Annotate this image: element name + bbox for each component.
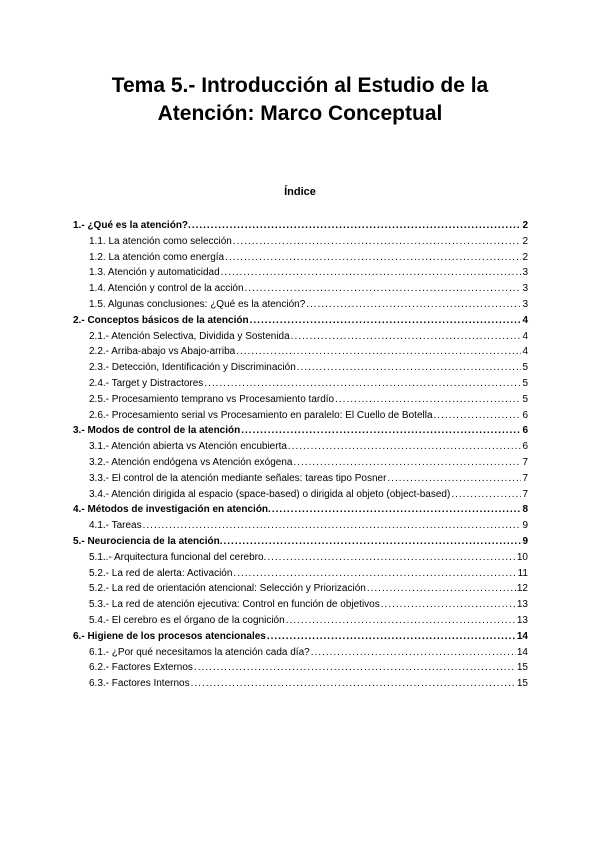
- toc-entry-label: 2.4.- Target y Distractores: [89, 377, 204, 389]
- toc-leader-dots: [233, 566, 516, 582]
- toc-leader-dots: [233, 234, 522, 250]
- toc-leader-dots: [267, 550, 516, 566]
- toc-entry-label: 6.2.- Factores Externos: [89, 662, 193, 674]
- toc-entry-label: 1.3. Atención y automaticidad: [89, 267, 220, 279]
- toc-entry-label: 3.4.- Atención dirigida al espacio (space-based) o dirigida al objeto (object-based): [89, 488, 451, 500]
- toc-leader-dots: [204, 376, 521, 392]
- toc-entry-page: 5: [522, 393, 528, 405]
- toc-entry-page: 4: [522, 314, 528, 326]
- toc-entry-label: 2.2.- Arriba-abajo vs Abajo-arriba: [89, 346, 236, 358]
- toc-section-entry[interactable]: [73, 502, 528, 518]
- document-title: [0, 72, 600, 128]
- toc-subsection-entry[interactable]: [73, 265, 528, 281]
- toc-section-entry[interactable]: [73, 218, 528, 234]
- toc-leader-dots: [192, 218, 522, 234]
- toc-entry-label: 5.3.- La red de atención ejecutiva: Control en función de objetivos: [89, 599, 380, 611]
- toc-entry-page: 6: [522, 441, 528, 453]
- toc-entry-label: 5.4.- El cerebro es el órgano de la cognición: [89, 614, 285, 626]
- toc-leader-dots: [225, 250, 521, 266]
- toc-subsection-entry[interactable]: [73, 676, 528, 692]
- toc-entry-page: 7: [522, 488, 528, 500]
- toc-subsection-entry[interactable]: [73, 518, 528, 534]
- toc-subsection-entry[interactable]: [73, 234, 528, 250]
- toc-entry-label: 2.5.- Procesamiento temprano vs Procesamiento tardío: [89, 393, 335, 405]
- title-line-1: Tema 5.- Introducción al Estudio de la: [111, 74, 489, 97]
- toc-leader-dots: [367, 581, 516, 597]
- toc-subsection-entry[interactable]: [73, 408, 528, 424]
- toc-entry-page: 5: [522, 362, 528, 374]
- toc-subsection-entry[interactable]: [73, 597, 528, 613]
- toc-entry-page: 9: [522, 535, 528, 547]
- toc-entry-page: 5: [522, 377, 528, 389]
- toc-entry-page: 14: [516, 646, 528, 658]
- toc-leader-dots: [288, 439, 522, 455]
- toc-subsection-entry[interactable]: [73, 281, 528, 297]
- toc-subsection-entry[interactable]: [73, 376, 528, 392]
- toc-entry-page: 15: [516, 662, 528, 674]
- toc-entry-label: 5.1..- Arquitectura funcional del cerebro.: [89, 551, 267, 563]
- toc-entry-page: 7: [522, 472, 528, 484]
- toc-subsection-entry[interactable]: [73, 455, 528, 471]
- toc-entry-label: 2.- Conceptos básicos de la atención: [73, 314, 249, 326]
- toc-entry-page: 2: [522, 220, 528, 231]
- toc-leader-dots: [434, 408, 522, 424]
- toc-subsection-entry[interactable]: [73, 392, 528, 408]
- toc-entry-label: 2.6.- Procesamiento serial vs Procesamiento en paralelo: El Cuello de Botella: [89, 409, 433, 421]
- toc-leader-dots: [286, 613, 516, 629]
- toc-leader-dots: [241, 423, 521, 439]
- toc-subsection-entry[interactable]: [73, 297, 528, 313]
- toc-entry-label: 1.- ¿Qué es la atención?.: [73, 220, 191, 231]
- toc-subsection-entry[interactable]: [73, 471, 528, 487]
- toc-entry-page: 2: [522, 251, 528, 263]
- toc-entry-page: 13: [516, 599, 528, 611]
- toc-subsection-entry[interactable]: [73, 344, 528, 360]
- toc-entry-label: 6.1.- ¿Por qué necesitamos la atención cada día?: [89, 646, 310, 658]
- toc-subsection-entry[interactable]: [73, 487, 528, 503]
- toc-section-entry[interactable]: [73, 534, 528, 550]
- toc-entry-page: 14: [516, 630, 528, 642]
- toc-entry-page: 11: [517, 567, 528, 579]
- toc-leader-dots: [451, 487, 521, 503]
- toc-entry-page: 13: [516, 614, 528, 626]
- toc-entry-label: 3.3.- El control de la atención mediante señales: tareas tipo Posner: [89, 472, 387, 484]
- toc-entry-label: 5.2.- La red de orientación atencional: Selección y Priorización: [89, 583, 366, 595]
- toc-leader-dots: [236, 344, 521, 360]
- toc-entry-page: 6: [522, 409, 528, 421]
- toc-section-entry[interactable]: [73, 313, 528, 329]
- title-line-2: Atención: Marco Conceptual: [157, 102, 443, 125]
- toc-subsection-entry[interactable]: [73, 250, 528, 266]
- toc-leader-dots: [291, 329, 522, 345]
- table-of-contents: [73, 218, 528, 692]
- toc-leader-dots: [387, 471, 521, 487]
- toc-leader-dots: [381, 597, 516, 613]
- toc-subsection-entry[interactable]: [73, 660, 528, 676]
- toc-section-entry[interactable]: [73, 629, 528, 645]
- toc-entry-label: 5.- Neurociencia de la atención.: [73, 535, 223, 547]
- toc-leader-dots: [224, 534, 522, 550]
- index-heading: Índice: [284, 186, 316, 198]
- toc-leader-dots: [191, 676, 516, 692]
- toc-entry-label: 2.1.- Atención Selectiva, Dividida y Sostenida: [89, 330, 290, 342]
- toc-subsection-entry[interactable]: [73, 566, 528, 582]
- toc-leader-dots: [311, 645, 516, 661]
- toc-entry-label: 1.4. Atención y control de la acción: [89, 283, 244, 295]
- toc-entry-page: 3: [522, 283, 528, 295]
- toc-entry-page: 8: [522, 504, 528, 516]
- toc-section-entry[interactable]: [73, 423, 528, 439]
- toc-entry-label: 4.1.- Tareas: [89, 520, 142, 532]
- toc-leader-dots: [294, 455, 522, 471]
- toc-entry-label: 3.2.- Atención endógena vs Atención exógena: [89, 456, 293, 468]
- toc-entry-label: 5.2.- La red de alerta: Activación: [89, 567, 233, 579]
- toc-entry-page: 15: [516, 678, 528, 690]
- toc-subsection-entry[interactable]: [73, 360, 528, 376]
- toc-leader-dots: [297, 360, 522, 376]
- toc-entry-page: 6: [522, 425, 528, 437]
- toc-entry-label: 6.- Higiene de los procesos atencionales: [73, 630, 266, 642]
- toc-leader-dots: [335, 392, 521, 408]
- toc-entry-page: 4: [522, 330, 528, 342]
- toc-entry-page: 9: [522, 520, 528, 532]
- toc-subsection-entry[interactable]: [73, 550, 528, 566]
- toc-leader-dots: [250, 313, 522, 329]
- toc-subsection-entry[interactable]: [73, 645, 528, 661]
- toc-entry-page: 10: [516, 551, 528, 563]
- toc-entry-label: 6.3.- Factores Internos: [89, 678, 190, 690]
- toc-leader-dots: [194, 660, 516, 676]
- toc-leader-dots: [143, 518, 522, 534]
- toc-entry-page: 12: [516, 583, 528, 595]
- toc-entry-page: 3: [522, 298, 528, 310]
- toc-leader-dots: [221, 265, 522, 281]
- toc-leader-dots: [306, 297, 521, 313]
- toc-leader-dots: [245, 281, 522, 297]
- toc-entry-page: 4: [522, 346, 528, 358]
- toc-entry-page: 7: [522, 456, 528, 468]
- toc-subsection-entry[interactable]: [73, 581, 528, 597]
- toc-leader-dots: [272, 502, 522, 518]
- toc-entry-label: 3.1.- Atención abierta vs Atención encubierta: [89, 441, 287, 453]
- toc-subsection-entry[interactable]: [73, 329, 528, 345]
- toc-subsection-entry[interactable]: [73, 613, 528, 629]
- toc-entry-page: 2: [522, 235, 528, 247]
- toc-entry-label: 3.- Modos de control de la atención: [73, 425, 241, 437]
- toc-subsection-entry[interactable]: [73, 439, 528, 455]
- toc-entry-page: 3: [522, 267, 528, 279]
- toc-entry-label: 1.1. La atención como selección: [89, 235, 232, 247]
- toc-leader-dots: [267, 629, 516, 645]
- toc-entry-label: 4.- Métodos de investigación en atención.: [73, 504, 271, 516]
- toc-entry-label: 2.3.- Detección, Identificación y Discriminación: [89, 362, 296, 374]
- toc-entry-label: 1.2. La atención como energía: [89, 251, 225, 263]
- toc-entry-label: 1.5. Algunas conclusiones: ¿Qué es la atención?: [89, 298, 306, 310]
